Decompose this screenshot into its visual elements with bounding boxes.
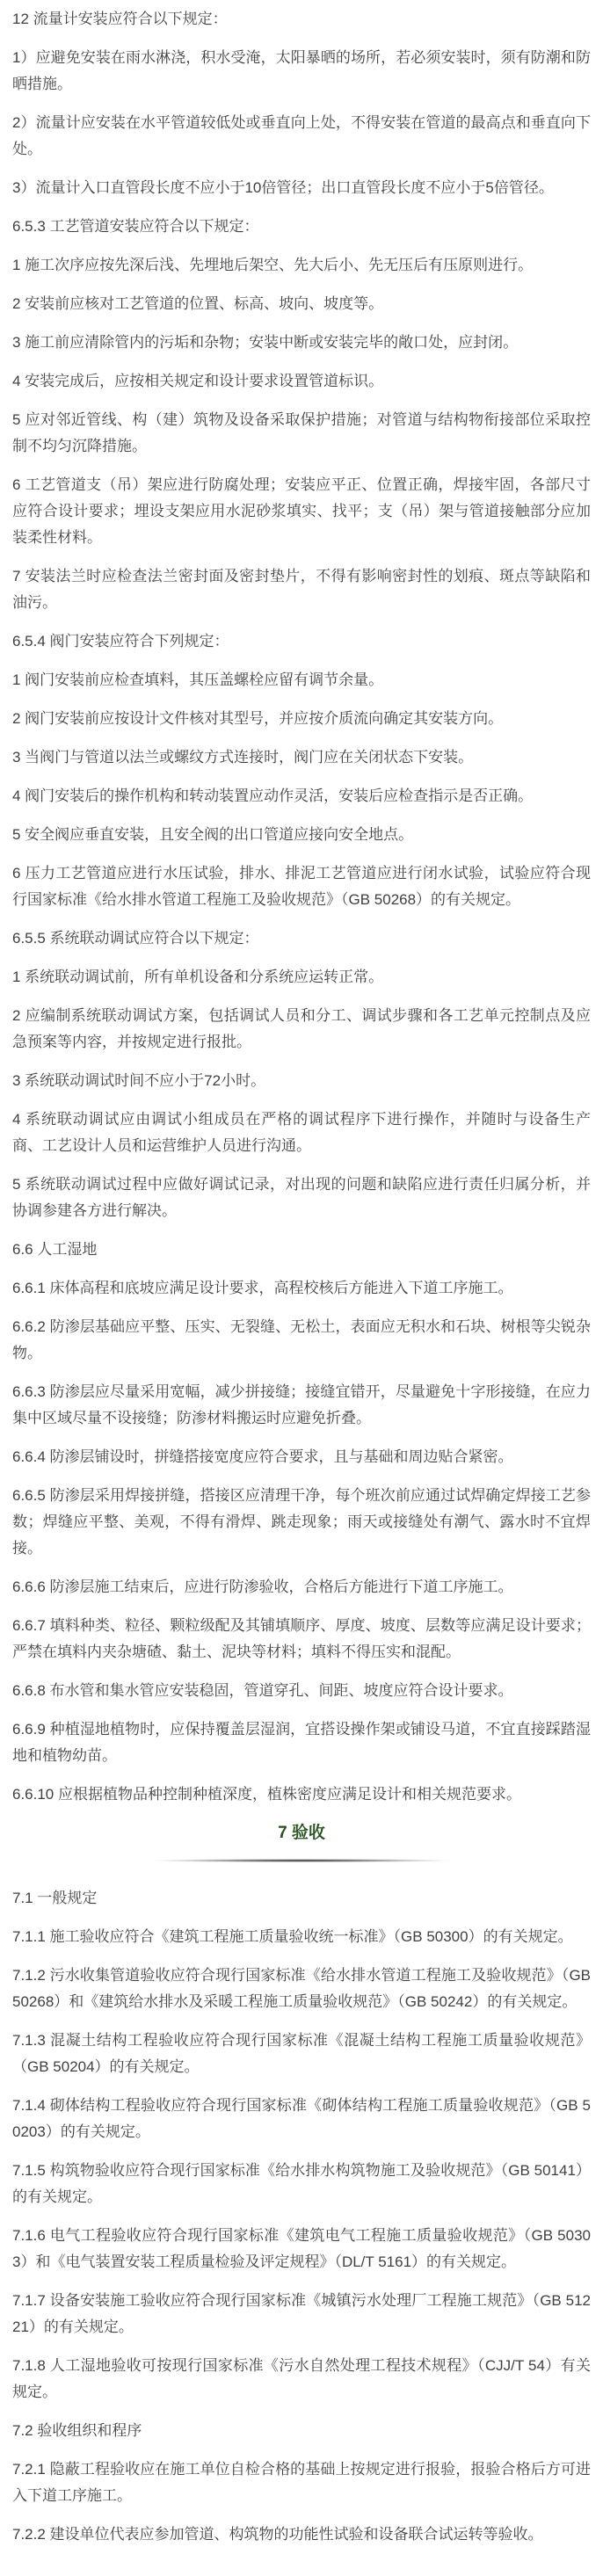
paragraph: 6 压力工艺管道应进行水压试验，排水、排泥工艺管道应进行闭水试验，试验应符合现行国家标准《给水排水管道工程施工及验收规范》（GB 50268）的有关规定。 xyxy=(12,865,591,908)
paragraph: 7.2 验收组织和程序 xyxy=(12,2422,142,2439)
paragraph: 6 工艺管道支（吊）架应进行防腐处理；安装应平正、位置正确，焊接牢固，各部尺寸应符合设计要求；埋设支架应用水泥砂浆填实、找平；支（吊）架与管道接触部分应加装柔性材料。 xyxy=(12,476,591,546)
paragraph: 5 应对邻近管线、构（建）筑物及设备采取保护措施；对管道与结构物衔接部位采取控制不均匀沉降措施。 xyxy=(12,411,591,454)
paragraph: 3 当阀门与管道以法兰或螺纹方式连接时，阀门应在关闭状态下安装。 xyxy=(12,749,474,766)
paragraph: 7.1.2 污水收集管道验收应符合现行国家标准《给水排水管道工程施工及验收规范》（GB 50268）和《建筑给水排水及采暖工程施工质量验收规范》（GB 50242）的有关规定。 xyxy=(12,1967,591,2010)
paragraph: 6.5.4 阀门安装应符合下列规定： xyxy=(12,633,229,649)
paragraph: 6.6.5 防渗层采用焊接拼缝，搭接区应清理干净，每个班次前应通过试焊确定焊接工艺参数；焊缝应平整、美观，不得有滑焊、跳走现象；雨天或接缝处有潮气、露水时不宜焊接。 xyxy=(12,1487,591,1556)
clauses-before-chapter xyxy=(12,6,591,1808)
paragraph: 7.1.7 设备安装施工验收应符合现行国家标准《城镇污水处理厂工程施工规范》（GB 51221）的有关规定。 xyxy=(12,2292,591,2335)
paragraph: 7.1.6 电气工程验收应符合现行国家标准《建筑电气工程施工质量验收规范》（GB 50303）和《电气装置安装工程质量检验及评定规程》（DL/T 5161）的有关规定。 xyxy=(12,2227,591,2270)
paragraph: 6.6.7 填料种类、粒径、颗粒级配及其铺填顺序、厚度、坡度、层数等应满足设计要求；严禁在填料内夹杂塘碴、黏土、泥块等材料；填料不得压实和混配。 xyxy=(12,1617,591,1660)
paragraph: 1 系统联动调试前，所有单机设备和分系统应运转正常。 xyxy=(12,969,384,985)
paragraph: 7.1.5 构筑物验收应符合现行国家标准《给水排水构筑物施工及验收规范》（GB 50141）的有关规定。 xyxy=(12,2162,591,2205)
paragraph: 7.2.1 隐蔽工程验收应在施工单位自检合格的基础上按规定进行报验，报验合格后方可进入下道工序施工。 xyxy=(12,2461,591,2504)
paragraph: 5 安全阀应垂直安装，且安全阀的出口管道应接向安全地点。 xyxy=(12,826,414,843)
paragraph: 6.5.5 系统联动调试应符合以下规定： xyxy=(12,930,259,947)
section-divider-line xyxy=(152,1859,451,1862)
paragraph: 3 施工前应清除管内的污垢和杂物；安装中断或安装完毕的敞口处，应封闭。 xyxy=(12,334,519,351)
paragraph: 7.1.1 施工验收应符合《建筑工程施工质量验收统一标准》（GB 50300）的有关规定。 xyxy=(12,1928,573,1945)
paragraph: 7.1 一般规定 xyxy=(12,1890,98,1906)
clauses-after-chapter xyxy=(12,1885,591,2548)
paragraph: 5 系统联动调试过程中应做好调试记录，对出现的问题和缺陷应进行责任归属分析，并协调参建各方进行解决。 xyxy=(12,1176,591,1219)
paragraph: 3 系统联动调试时间不应小于72小时。 xyxy=(12,1072,266,1089)
paragraph: 4 系统联动调试应由调试小组成员在严格的调试程序下进行操作，并随时与设备生产商、工艺设计人员和运营维护人员进行沟通。 xyxy=(12,1111,591,1154)
paragraph: 2 应编制系统联动调试方案，包括调试人员和分工、调试步骤和各工艺单元控制点及应急预案等内容，并按规定进行报批。 xyxy=(12,1007,591,1050)
paragraph: 6.6.8 布水管和集水管应安装稳固，管道穿孔、间距、坡度应符合设计要求。 xyxy=(12,1682,513,1699)
paragraph: 2 阀门安装前应按设计文件核对其型号，并应按介质流向确定其安装方向。 xyxy=(12,710,504,727)
paragraph: 7.1.8 人工湿地验收可按现行国家标准《污水自然处理工程技术规程》（CJJ/T 54）有关规定。 xyxy=(12,2357,591,2400)
paragraph: 2）流量计应安装在水平管道较低处或垂直向上处，不得安装在管道的最高点和垂直向下处。 xyxy=(12,114,591,157)
paragraph: 7 安装法兰时应检查法兰密封面及密封垫片，不得有影响密封性的划痕、斑点等缺陷和油污。 xyxy=(12,568,591,611)
paragraph: 6.6 人工湿地 xyxy=(12,1241,98,1258)
paragraph: 1）应避免安装在雨水淋浇，积水受淹，太阳暴晒的场所，若必须安装时，须有防潮和防晒措施。 xyxy=(12,49,591,92)
paragraph: 4 阀门安装后的操作机构和转动装置应动作灵活，安装后应检查指示是否正确。 xyxy=(12,787,534,804)
paragraph: 12 流量计安装应符合以下规定： xyxy=(12,11,228,27)
paragraph: 7.1.3 混凝土结构工程验收应符合现行国家标准《混凝土结构工程施工质量验收规范》（GB 50204）的有关规定。 xyxy=(12,2032,591,2075)
paragraph: 1 施工次序应按先深后浅、先埋地后架空、先大后小、先无压后有压原则进行。 xyxy=(12,257,534,273)
chapter-heading: 7 验收 xyxy=(278,1824,325,1842)
paragraph: 7.2.2 建设单位代表应参加管道、构筑物的功能性试验和设备联合试运转等验收。 xyxy=(12,2526,543,2543)
paragraph: 1 阀门安装前应检查填料，其压盖螺栓应留有调节余量。 xyxy=(12,671,384,688)
paragraph: 4 安装完成后，应按相关规定和设计要求设置管道标识。 xyxy=(12,373,384,389)
paragraph: 3）流量计入口直管段长度不应小于10倍管径；出口直管段长度不应小于5倍管径。 xyxy=(12,179,554,196)
paragraph: 6.6.4 防渗层铺设时，拼缝搭接宽度应符合要求，且与基础和周边贴合紧密。 xyxy=(12,1448,513,1465)
paragraph: 6.6.6 防渗层施工结束后，应进行防渗验收，合格后方能进行下道工序施工。 xyxy=(12,1578,513,1595)
paragraph: 6.6.3 防渗层应尽量采用宽幅，减少拼接缝；接缝宜错开，尽量避免十字形接缝，在应力集中区域尽量不设接缝；防渗材料搬运时应避免折叠。 xyxy=(12,1383,591,1426)
paragraph: 7.1.4 砌体结构工程验收应符合现行国家标准《砌体结构工程施工质量验收规范》（GB 50203）的有关规定。 xyxy=(12,2097,591,2140)
paragraph: 6.5.3 工艺管道安装应符合以下规定： xyxy=(12,218,259,235)
paragraph: 6.6.1 床体高程和底坡应满足设计要求，高程校核后方能进入下道工序施工。 xyxy=(12,1280,513,1296)
paragraph: 6.6.10 应根据植物品种控制种植深度，植株密度应满足设计和相关规范要求。 xyxy=(12,1786,521,1803)
paragraph: 6.6.2 防渗层基础应平整、压实、无裂缝、无松土，表面应无积水和石块、树根等尖锐杂物。 xyxy=(12,1318,591,1361)
paragraph: 6.6.9 种植湿地植物时，应保持覆盖层湿润，宜搭设操作架或铺设马道，不宜直接踩踏湿地和植物幼苗。 xyxy=(12,1721,591,1764)
paragraph: 2 安装前应核对工艺管道的位置、标高、坡向、坡度等。 xyxy=(12,295,384,312)
